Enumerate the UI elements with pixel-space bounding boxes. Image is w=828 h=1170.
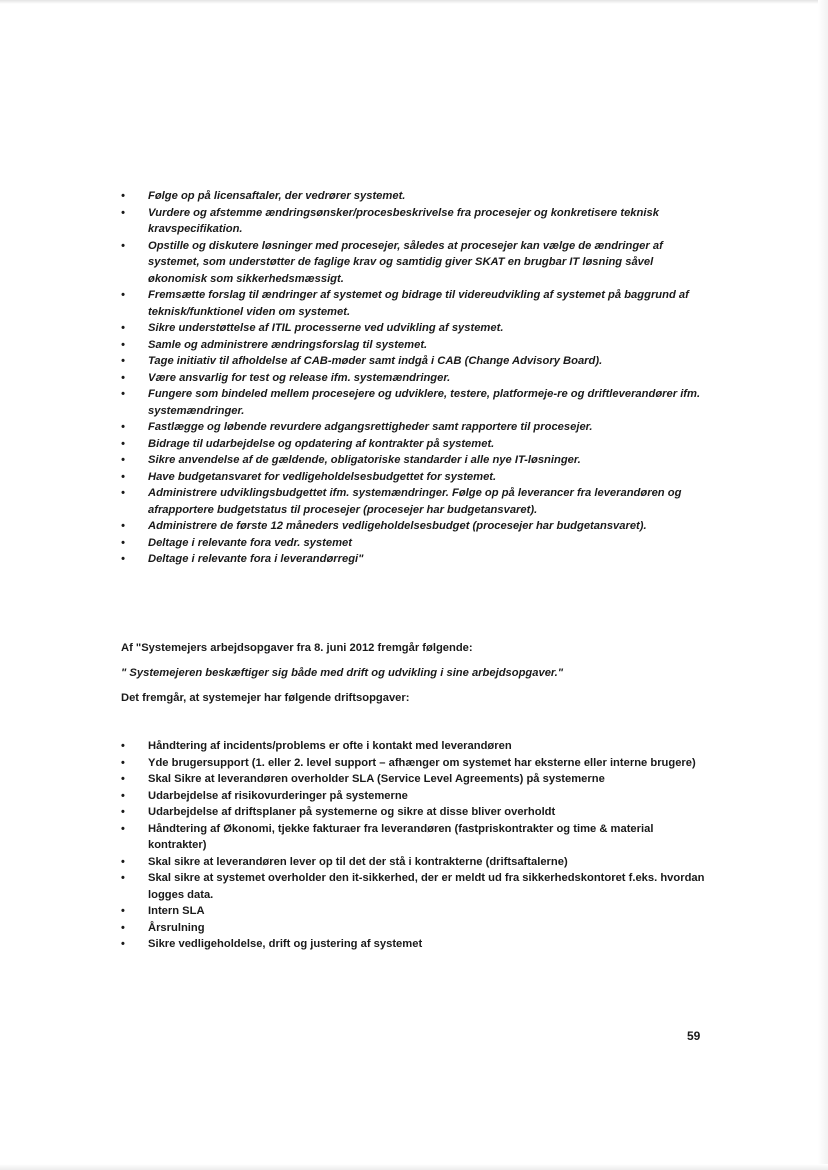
bullet-icon: • (121, 740, 125, 752)
list-item (121, 419, 708, 436)
bullet-icon: • (121, 806, 125, 818)
list-item-text: Skal sikre at leverandøren lever op til det der stå i kontrakterne (driftsaftalerne) (148, 855, 568, 868)
list-item-text: Skal Sikre at leverandøren overholder SLA (Service Level Agreements) på systemerne (148, 773, 605, 785)
list-item (121, 920, 708, 937)
list-item-text: Sikre vedligeholdelse, drift og justering af systemet (148, 938, 423, 950)
list-item (121, 518, 708, 535)
list-item-text: Samle og administrere ændringsforslag til systemet. (148, 338, 428, 351)
bullet-icon: • (121, 371, 125, 384)
list-item (121, 436, 708, 453)
list-item (121, 903, 708, 920)
bullet-icon: • (121, 206, 125, 219)
list-item (121, 738, 708, 755)
bullet-icon: • (121, 938, 125, 950)
bullet-icon: • (121, 289, 125, 301)
list-item-text: Sikre understøttelse af ITIL processerne ved udvikling af systemet. (148, 322, 504, 334)
list-item (121, 788, 708, 805)
page-number: 59 (687, 1029, 701, 1043)
list-item-text: Udarbejdelse af driftsplaner på systemerne og sikre at disse bliver overholdt (148, 806, 556, 818)
list-item (121, 386, 708, 419)
system-owner-tasks-list (121, 188, 708, 568)
list-item (121, 205, 708, 238)
list-item (121, 452, 708, 469)
lead-paragraph: Det fremgår, at systemejer har følgende driftsopgaver: (121, 692, 410, 704)
list-item (121, 188, 708, 205)
list-item-text: Håndtering af incidents/problems er ofte i kontakt med leverandøren (148, 740, 512, 752)
list-item (121, 485, 708, 518)
list-item-text: Fungere som bindeled mellem procesejere og udviklere, testere, platformeje-re og driftleverandører ifm. systemændringer. (148, 388, 701, 417)
list-item-text: Følge op på licensaftaler, der vedrører systemet. (148, 190, 406, 202)
list-item-text: Være ansvarlig for test og release ifm. systemændringer. (148, 371, 451, 384)
list-item-text: Opstille og diskutere løsninger med procesejer, således at procesejer kan vælge de ændringer af systemet, som understøtter de faglige krav og samtidig giver SKAT en brugbar IT løsning såvel økonomisk som sikkerhedsmæssigt. (148, 239, 663, 285)
list-item (121, 320, 708, 337)
bullet-icon: • (121, 773, 125, 785)
list-item-text: Sikre anvendelse af de gældende, obligatoriske standarder i alle nye IT-løsninger. (148, 454, 581, 466)
list-item-text: Skal sikre at systemet overholder den it-sikkerhed, der er meldt ud fra sikkerhedskontoret f.eks. hvordan logges data. (148, 872, 705, 901)
list-item (121, 370, 708, 387)
list-item-text: Fremsætte forslag til ændringer af systemet og bidrage til videreudvikling af systemet på baggrund af teknisk/funktionel viden om systemet. (148, 289, 689, 318)
page-right-edge (818, 0, 828, 1170)
bullet-icon: • (121, 822, 125, 835)
bullet-icon: • (121, 437, 125, 450)
list-item-text: Udarbejdelse af risikovurderinger på systemerne (148, 789, 408, 802)
bullet-icon: • (121, 190, 125, 202)
list-item-text: Have budgetansvaret for vedligeholdelsesbudgettet for systemet. (148, 470, 497, 483)
list-item-text: Fastlægge og løbende revurdere adgangsrettigheder samt rapportere til procesejer. (148, 421, 593, 433)
page-bottom-edge (0, 1164, 828, 1170)
list-item (121, 353, 708, 370)
list-item (121, 535, 708, 552)
bullet-icon: • (121, 338, 125, 351)
list-item-text: Yde brugersupport (1. eller 2. level support – afhænger om systemet har eksterne eller interne brugere) (148, 756, 696, 769)
list-item (121, 337, 708, 354)
bullet-icon: • (121, 454, 125, 466)
list-item-text: Vurdere og afstemme ændringsønsker/procesbeskrivelse fra procesejer og konkretisere teknisk kravspecifikation. (148, 206, 659, 235)
list-item (121, 870, 708, 903)
bullet-icon: • (121, 536, 125, 549)
quote-paragraph: " Systemejeren beskæftiger sig både med drift og udvikling i sine arbejdsopgaver." (121, 667, 564, 679)
bullet-icon: • (121, 322, 125, 334)
list-item (121, 755, 708, 772)
list-item (121, 821, 708, 854)
list-item-text: Bidrage til udarbejdelse og opdatering af kontrakter på systemet. (148, 437, 495, 450)
bullet-icon: • (121, 756, 125, 769)
bullet-icon: • (121, 355, 125, 367)
list-item (121, 238, 708, 288)
bullet-icon: • (121, 388, 125, 400)
list-item (121, 854, 708, 871)
bullet-icon: • (121, 855, 125, 868)
bullet-icon: • (121, 487, 125, 499)
bullet-icon: • (121, 553, 125, 565)
operations-tasks-list (121, 738, 708, 953)
bullet-icon: • (121, 520, 125, 532)
bullet-icon: • (121, 470, 125, 483)
list-item (121, 287, 708, 320)
bullet-icon: • (121, 905, 125, 917)
list-item-text: Administrere udviklingsbudgettet ifm. systemændringer. Følge op på leverancer fra leverandøren og afrapportere budgetstatus til procesejer (procesejer har budgetansvaret). (148, 487, 682, 516)
bullet-icon: • (121, 921, 125, 934)
list-item-text: Intern SLA (148, 905, 205, 917)
list-item-text: Deltage i relevante fora vedr. systemet (148, 536, 352, 549)
bullet-icon: • (121, 421, 125, 433)
list-item-text: Årsrulning (148, 921, 205, 934)
list-item (121, 469, 708, 486)
list-item-text: Håndtering af Økonomi, tjekke fakturaer fra leverandøren (fastpriskontrakter og time & material kontrakter) (148, 822, 654, 851)
bullet-icon: • (121, 789, 125, 802)
intro-paragraph: Af "Systemejers arbejdsopgaver fra 8. juni 2012 fremgår følgende: (121, 642, 473, 654)
bullet-icon: • (121, 239, 125, 252)
list-item (121, 771, 708, 788)
list-item-text: Administrere de første 12 måneders vedligeholdelsesbudget (procesejer har budgetansvaret). (148, 520, 647, 532)
list-item-text: Deltage i relevante fora i leverandørregi" (148, 553, 364, 565)
list-item (121, 551, 708, 568)
page-top-edge (0, 0, 828, 4)
list-item (121, 804, 708, 821)
list-item-text: Tage initiativ til afholdelse af CAB-møder samt indgå i CAB (Change Advisory Board). (148, 355, 603, 367)
list-item (121, 936, 708, 953)
bullet-icon: • (121, 872, 125, 884)
